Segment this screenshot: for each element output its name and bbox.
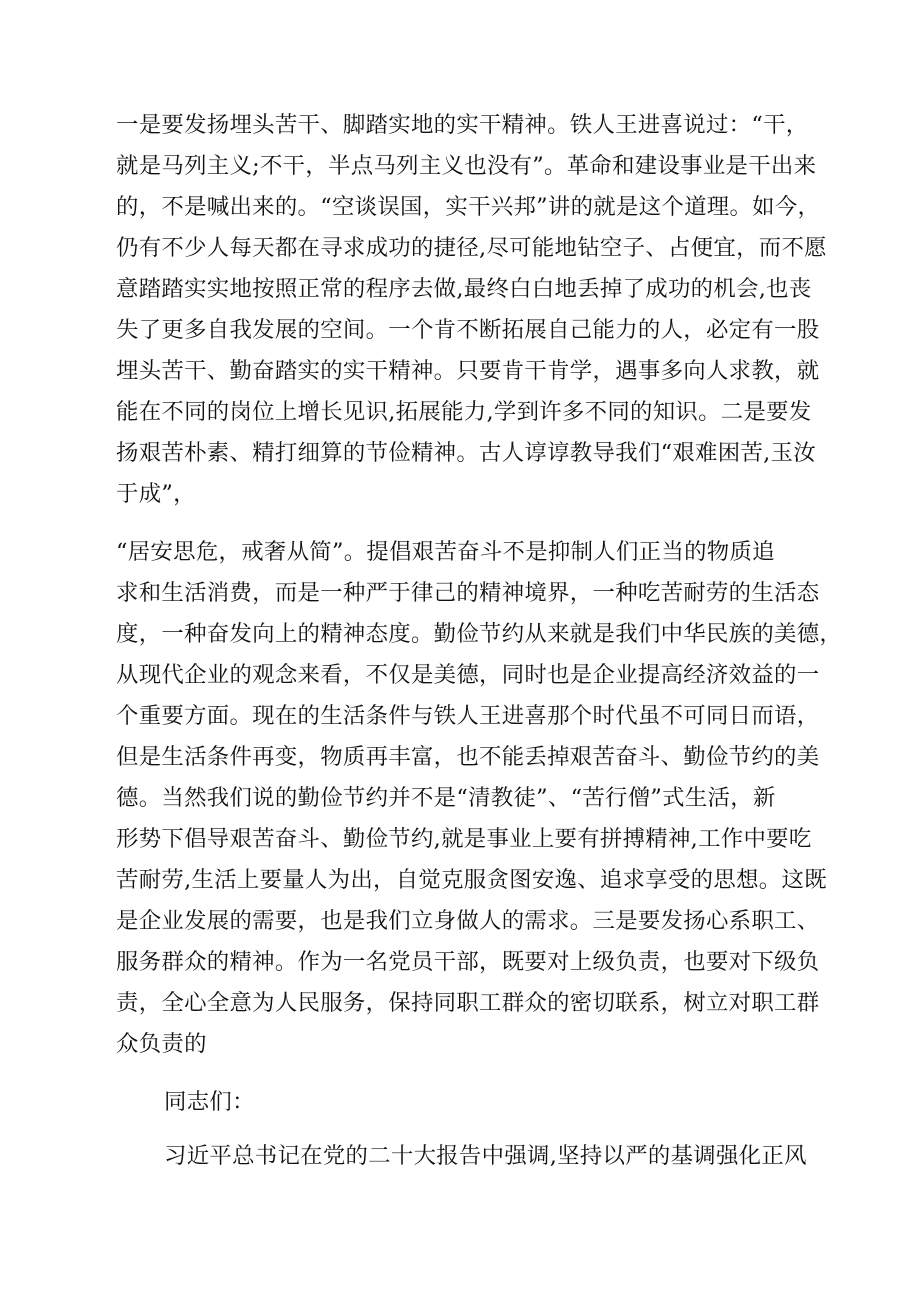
text-line: 能在不同的岗位上增长见识,拓展能力,学到许多不同的知识。二是要发 [116, 399, 812, 425]
text-line: 埋头苦干、勤奋踏实的实干精神。只要肯干肯学，遇事多向人求教，就 [116, 358, 820, 384]
text-line: 是企业发展的需要，也是我们立身做人的需求。三是要发扬心系职工、 [116, 908, 820, 934]
text-line: 一是要发扬埋头苦干、脚踏实地的实干精神。铁人王进喜说过：“干， [116, 112, 809, 138]
text-line: 责，全心全意为人民服务，保持同职工群众的密切联系，树立对职工群 [116, 990, 820, 1016]
text-line: 的，不是喊出来的。“空谈误国，实干兴邦”讲的就是这个道理。如今， [116, 194, 821, 220]
text-line: 失了更多自我发展的空间。一个肯不断拓展自己能力的人，必定有一股 [116, 317, 820, 343]
text-line: 习近平总书记在党的二十大报告中强调,坚持以严的基调强化正风 [164, 1143, 807, 1169]
text-line: 个重要方面。现在的生活条件与铁人王进喜那个时代虽不可同日而语， [116, 703, 820, 729]
salutation: 同志们： [164, 1089, 255, 1115]
text-line: 但是生活条件再变，物质再丰富，也不能丢掉艰苦奋斗、勤俭节约的美 [116, 744, 820, 770]
text-line: 扬艰苦朴素、精打细算的节俭精神。古人谆谆教导我们“艰难困苦,玉汝 [116, 440, 816, 466]
text-line: 求和生活消费，而是一种严于律己的精神境界，一种吃苦耐劳的生活态 [116, 580, 820, 606]
text-line: 从现代企业的观念来看，不仅是美德，同时也是企业提高经济效益的一 [116, 662, 820, 688]
text-line: 度，一种奋发向上的精神态度。勤俭节约从来就是我们中华民族的美德， [116, 621, 843, 647]
text-line: 苦耐劳,生活上要量人为出，自觉克服贪图安逸、追求享受的思想。这既 [116, 867, 827, 893]
text-line: 众负责的 [116, 1031, 207, 1057]
text-line: 意踏踏实实地按照正常的程序去做,最终白白地丢掉了成功的机会,也丧 [116, 276, 812, 302]
text-line: “居安思危，戒奢从简”。提倡艰苦奋斗不是抑制人们正当的物质追 [116, 539, 775, 565]
text-line: 形势下倡导艰苦奋斗、勤俭节约,就是事业上要有拼搏精神,工作中要吃 [116, 826, 812, 852]
text-line: 仍有不少人每天都在寻求成功的捷径,尽可能地钻空子、占便宜，而不愿 [116, 235, 827, 261]
text-line: 于成”， [116, 481, 196, 507]
text-line: 德。当然我们说的勤俭节约并不是“清教徒”、“苦行僧”式生活，新 [116, 785, 776, 811]
text-line: 服务群众的精神。作为一名党员干部，既要对上级负责，也要对下级负 [116, 949, 820, 975]
text-line: 就是马列主义;不干，半点马列主义也没有”。革命和建设事业是干出来 [116, 153, 817, 179]
